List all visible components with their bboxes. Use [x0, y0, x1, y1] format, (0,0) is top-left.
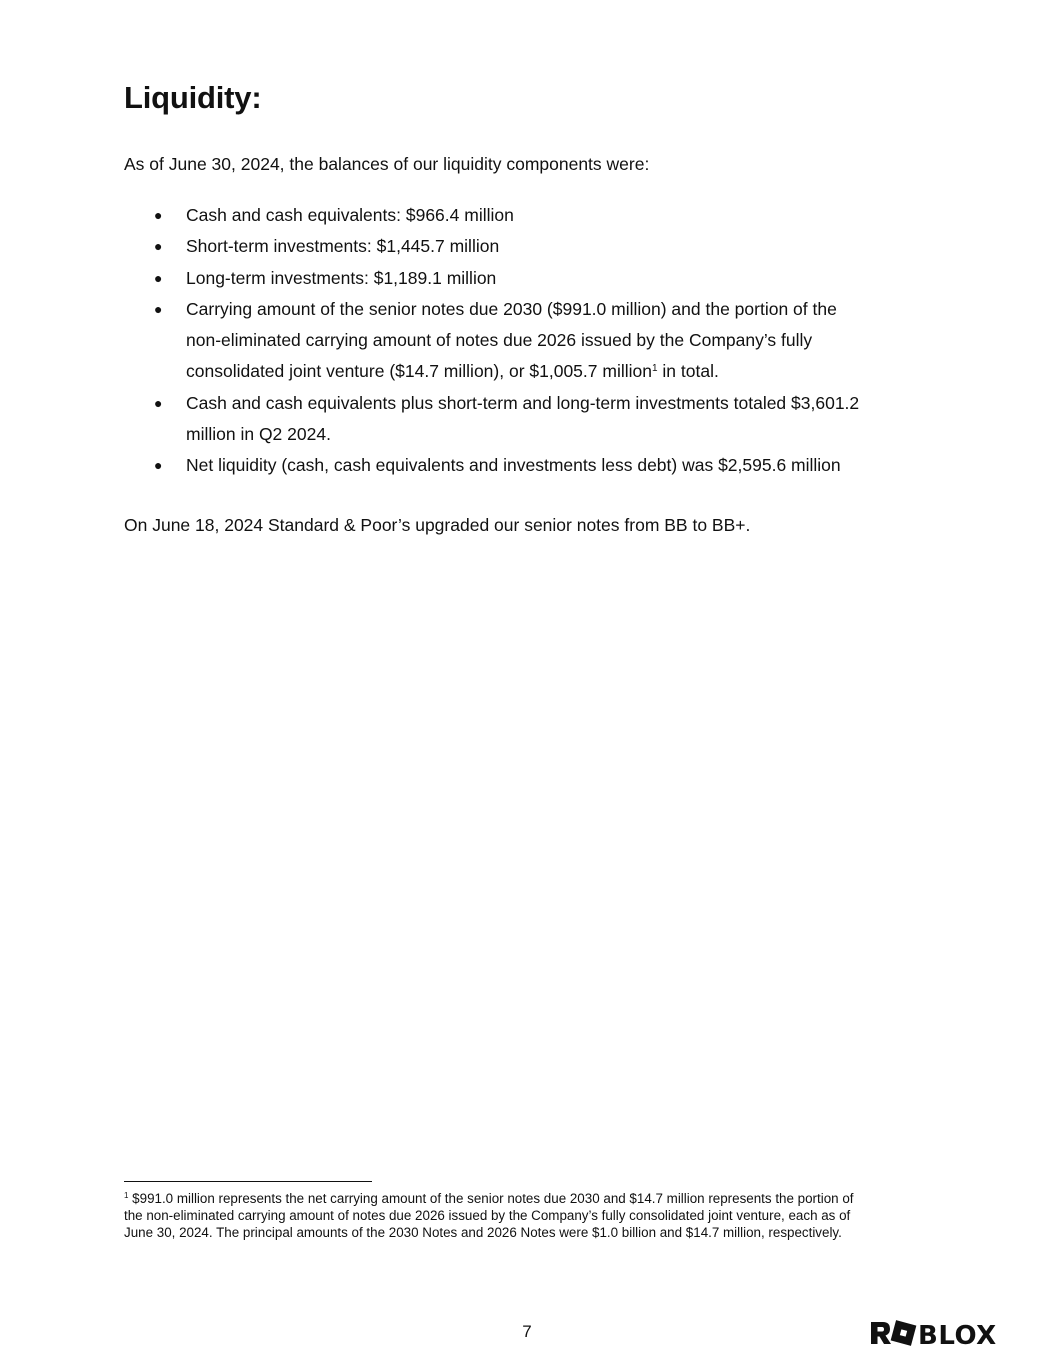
footnote-marker: 1 — [124, 1191, 129, 1200]
list-item — [124, 231, 924, 262]
bullet-icon: ● — [154, 238, 163, 255]
liquidity-bullet-list — [124, 200, 924, 482]
footnote-text: $991.0 million represents the net carrying amount of the senior notes due 2030 and $14.7 million represents the portion of — [128, 1191, 854, 1206]
list-item-text: non-eliminated carrying amount of notes due 2026 issued by the Company’s fully — [186, 330, 813, 351]
bullet-icon: ● — [154, 269, 163, 286]
page-number: 7 — [522, 1322, 532, 1341]
list-item-text: Long-term investments: $1,189.1 million — [186, 267, 497, 288]
list-item — [124, 388, 924, 451]
list-item-text: Carrying amount of the senior notes due 2030 ($991.0 million) and the portion of the — [186, 298, 837, 319]
list-item-text: Cash and cash equivalents: $966.4 million — [186, 205, 514, 225]
bullet-icon: ● — [154, 207, 163, 223]
footnote-divider — [124, 1181, 372, 1182]
list-item-text: million in Q2 2024. — [186, 424, 331, 445]
footnote-text: June 30, 2024. The principal amounts of the 2030 Notes and 2026 Notes were $1.0 billion and $14.7 million, respectively. — [124, 1225, 842, 1240]
list-item-text: in total. — [657, 361, 719, 382]
list-item — [124, 450, 924, 481]
list-item — [124, 263, 924, 294]
footnote — [124, 1190, 936, 1241]
footnote-text: the non-eliminated carrying amount of notes due 2026 issued by the Company’s fully consolidated joint venture, each as of — [124, 1208, 851, 1223]
bullet-icon: ● — [154, 300, 163, 317]
roblox-logo — [869, 1320, 1009, 1346]
bullet-icon: ● — [154, 394, 163, 411]
list-item-text: Short-term investments: $1,445.7 million — [186, 236, 500, 257]
closing-paragraph: On June 18, 2024 Standard & Poor’s upgraded our senior notes from BB to BB+. — [124, 515, 751, 535]
bullet-icon: ● — [154, 457, 163, 474]
list-item — [124, 294, 924, 388]
list-item — [124, 200, 924, 231]
svg-text:BLOX: BLOX — [918, 1321, 997, 1346]
page-title: Liquidity: — [124, 80, 262, 115]
footnote-reference: 1 — [651, 363, 658, 375]
list-item-text: Cash and cash equivalents plus short-term and long-term investments totaled $3,601.2 — [186, 392, 860, 413]
intro-paragraph: As of June 30, 2024, the balances of our liquidity components were: — [124, 154, 650, 174]
list-item-text: consolidated joint venture ($14.7 million), or $1,005.7 million — [186, 361, 652, 382]
list-item-text: Net liquidity (cash, cash equivalents and investments less debt) was $2,595.6 million — [186, 455, 841, 476]
